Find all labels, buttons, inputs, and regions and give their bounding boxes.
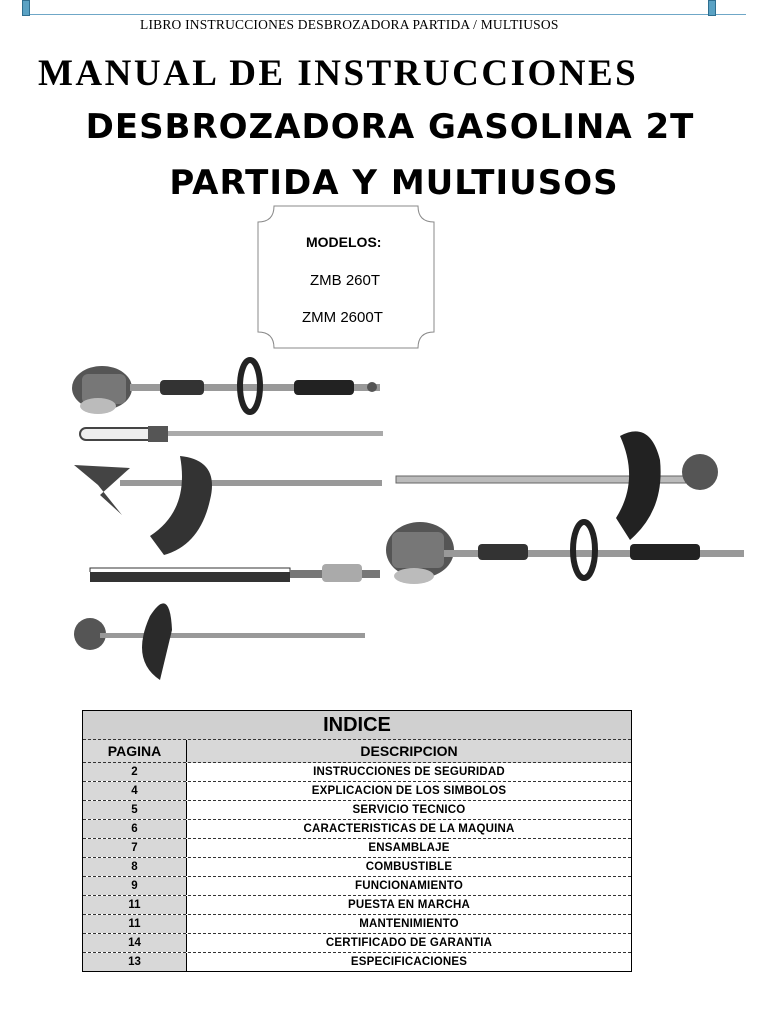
- table-row: [83, 782, 631, 801]
- hedge-trimmer-icon: [90, 564, 380, 582]
- column-header-page: PAGINA: [83, 740, 187, 762]
- model-item: ZMB 260T: [310, 272, 381, 289]
- page-number-cell: 9: [83, 877, 187, 895]
- description-cell: MANTENIMIENTO: [359, 918, 459, 930]
- column-header-description: DESCRIPCION: [360, 743, 458, 759]
- table-row: [83, 858, 631, 877]
- description-cell: CARACTERISTICAS DE LA MAQUINA: [303, 823, 515, 835]
- description-cell: COMBUSTIBLE: [365, 861, 453, 873]
- description-cell: ENSAMBLAJE: [368, 842, 450, 854]
- table-row: [83, 820, 631, 839]
- table-row: [83, 877, 631, 896]
- index-header-row: [83, 740, 631, 763]
- engine-unit-icon: [72, 360, 380, 414]
- table-row: [83, 763, 631, 782]
- straight-shaft-icon: [396, 431, 718, 540]
- description-cell: PUESTA EN MARCHA: [347, 899, 471, 911]
- description-cell: SERVICIO TECNICO: [352, 804, 466, 816]
- table-row: [83, 896, 631, 915]
- engine-unit-right-icon: [386, 522, 744, 584]
- table-row: [83, 953, 631, 971]
- page-number-cell: 6: [83, 820, 187, 838]
- running-header: LIBRO INSTRUCCIONES DESBROZADORA PARTIDA / MULTIUSOS: [140, 17, 559, 32]
- pole-saw-icon: [80, 426, 383, 442]
- product-photo: [60, 350, 750, 690]
- header-rule: [22, 14, 746, 15]
- page-number-cell: 13: [83, 953, 187, 971]
- page-number-cell: 14: [83, 934, 187, 952]
- product-title-line2: PARTIDA Y MULTIUSOS: [169, 163, 619, 203]
- brush-blade-icon: [74, 456, 382, 555]
- page-number-cell: 11: [83, 915, 187, 933]
- model-item: ZMM 2600T: [302, 309, 383, 326]
- page-number-cell: 8: [83, 858, 187, 876]
- page-number-cell: 5: [83, 801, 187, 819]
- page-number-cell: 11: [83, 896, 187, 914]
- header-rule-tab-right: [708, 0, 716, 16]
- table-row: [83, 801, 631, 820]
- page-number-cell: 2: [83, 763, 187, 781]
- models-box: [256, 204, 436, 350]
- table-row: [83, 915, 631, 934]
- description-cell: ESPECIFICACIONES: [350, 956, 468, 968]
- index-table: [82, 710, 632, 972]
- index-title: INDICE: [83, 711, 631, 740]
- header-rule-tab-left: [22, 0, 30, 16]
- line-trimmer-icon: [74, 603, 365, 680]
- models-heading: MODELOS:: [306, 234, 382, 250]
- page-number-cell: 7: [83, 839, 187, 857]
- description-cell: EXPLICACION DE LOS SIMBOLOS: [311, 785, 507, 797]
- product-title-line1: DESBROZADORA GASOLINA 2T: [85, 107, 695, 147]
- index-rows: [83, 763, 631, 971]
- table-row: [83, 934, 631, 953]
- table-row: [83, 839, 631, 858]
- description-cell: INSTRUCCIONES DE SEGURIDAD: [313, 766, 505, 778]
- page-number-cell: 4: [83, 782, 187, 800]
- manual-title: MANUAL DE INSTRUCCIONES: [38, 53, 639, 94]
- description-cell: CERTIFICADO DE GARANTIA: [325, 937, 493, 949]
- description-cell: FUNCIONAMIENTO: [354, 880, 463, 892]
